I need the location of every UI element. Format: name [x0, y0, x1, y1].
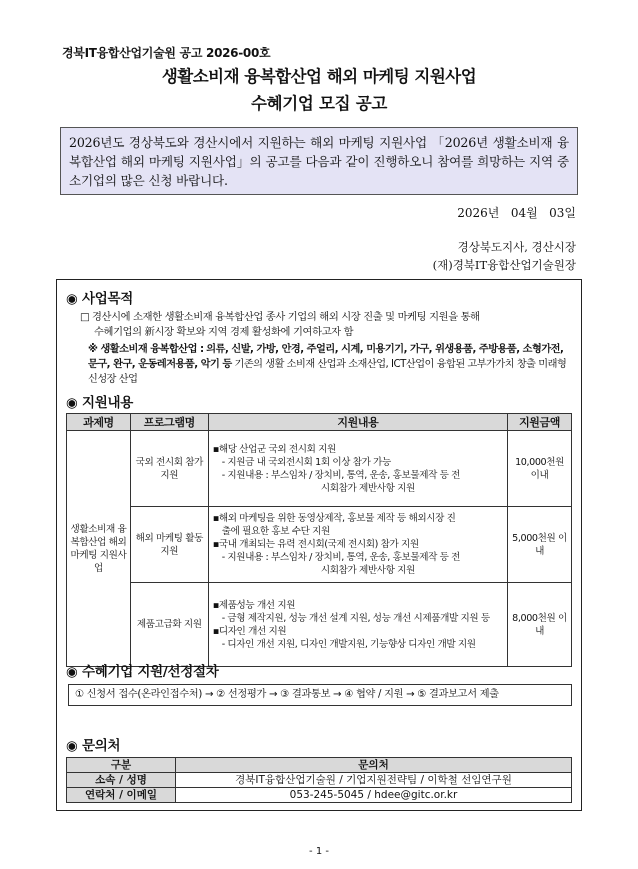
support-content-line: ▪해당 산업군 국외 전시회 지원 [212, 443, 336, 455]
amount-cell: 5,000천원 이내 [508, 507, 572, 583]
support-content-cell [208, 583, 507, 667]
support-content-line: - 금형 제작지원, 성능 개선 설계 지원, 성능 개선 시제품개발 지원 등 [221, 612, 490, 624]
table-row [67, 788, 572, 803]
table-row [67, 431, 572, 507]
notice-number: 경북IT융합산업기술원 공고 2026-00호 [62, 46, 271, 60]
page-title: 생활소비재 융복합산업 해외 마케팅 지원사업 [161, 67, 477, 86]
program-cell: 국외 전시회 참가지원 [130, 431, 208, 507]
section-bullet-icon: ◉ [66, 291, 78, 307]
purpose-line-2: 수혜기업의 新시장 확보와 지역 경제 활성화에 기여하고자 함 [94, 326, 354, 338]
section-contact-title: 문의처 [82, 738, 121, 754]
header-content: 지원내용 [208, 414, 507, 431]
contact-table [66, 757, 572, 803]
section-purpose-title: 사업목적 [82, 291, 133, 307]
support-content-line: ▪국내 개최되는 유력 전시회(국제 전시회) 참가 지원 [212, 539, 419, 550]
section-support-heading [66, 391, 133, 411]
issuer-block [433, 238, 576, 274]
support-content-line: 출에 필요한 홍보 수단 지원 [221, 526, 330, 537]
section-support-title: 지원내용 [82, 395, 133, 411]
purpose-paragraph [80, 310, 570, 340]
contact-affiliation: 경북IT융합산업기술원 / 기업지원전략팀 / 이학철 선임연구원 [176, 773, 572, 788]
section-bullet-icon: ◉ [66, 738, 78, 754]
procedure-flow: ① 신청서 접수(온라인접수처) → ② 선정평가 → ③ 결과통보 → ④ 협약 / 지원 → ⑤ 결과보고서 제출 [68, 684, 572, 706]
support-content-line: - 지원내용 : 부스임차 / 장치비, 통역, 운송, 홍보물제작 등 전 [221, 469, 460, 481]
table-row [67, 773, 572, 788]
program-cell: 해외 마케팅 활동 지원 [130, 507, 208, 583]
support-table [66, 413, 572, 667]
support-table-header [67, 414, 572, 431]
issuer-line-1: 경상북도지사, 경산시장 [457, 240, 576, 254]
contact-phone-email: 053-245-5045 / hdee@gitc.or.kr [176, 788, 572, 803]
table-row [67, 507, 572, 583]
section-purpose-heading [66, 287, 133, 307]
contact-label: 연락처 / 이메일 [67, 788, 176, 803]
amount-cell: 8,000천원 이내 [508, 583, 572, 667]
section-bullet-icon: ◉ [66, 395, 78, 411]
section-contact-heading [66, 734, 120, 754]
header-program: 프로그램명 [130, 414, 208, 431]
purpose-line-1: 경산시에 소재한 생활소비재 융복합산업 종사 기업의 해외 시장 진출 및 마케팅 지원을 통해 [92, 311, 480, 323]
section-procedure-heading [66, 660, 218, 680]
header-amount: 지원금액 [508, 414, 572, 431]
support-content-line: 시회참가 제반사항 지원 [320, 482, 415, 494]
notice-date: 2026년 04월 03일 [457, 206, 576, 220]
contact-header-category: 구분 [67, 758, 176, 773]
checkbox-square-icon: □ [80, 311, 90, 323]
support-content-line: ▪제품성능 개선 지원 [212, 599, 296, 611]
section-procedure-title: 수혜기업 지원/선정절차 [82, 664, 219, 680]
page-subtitle: 수혜기업 모집 공고 [250, 94, 387, 113]
support-content-line: - 디자인 개선 지원, 디자인 개발지원, 기능향상 디자인 개발 지원 [221, 638, 476, 650]
contact-label: 소속 / 성명 [67, 773, 176, 788]
support-content-line: 시회참가 제반사항 지원 [320, 565, 415, 576]
support-content-line: ▪디자인 개선 지원 [212, 625, 287, 637]
contact-header-info: 문의처 [176, 758, 572, 773]
header-project: 과제명 [67, 414, 131, 431]
project-name-cell: 생활소비재 융복합산업 해외마케팅 지원사업 [67, 431, 131, 667]
industry-list: 의류, 신발, 가방, 안경, 주얼리, 시계, 미용기기, 가구, 위생용품, 주방용품, 소형가전, 문구, 완구, 운동레저용품, 악기 등 [88, 344, 564, 370]
intro-box: 2026년도 경상북도와 경산시에서 지원하는 해외 마케팅 지원사업 「2026년 생활소비재 융복합산업 해외 마케팅 지원사업」의 공고를 다음과 같이 진행하오니 참여를 희망하는 지역 중소기업의 많은 신청 바랍니다. [60, 127, 578, 195]
amount-cell: 10,000천원 이내 [508, 431, 572, 507]
page-number: - 1 - [309, 846, 329, 857]
table-row [67, 583, 572, 667]
section-bullet-icon: ◉ [66, 664, 78, 680]
support-content-line: ▪해외 마케팅을 위한 동영상제작, 홍보물 제작 등 해외시장 진 [212, 513, 456, 524]
industry-label: ※ 생활소비재 융복합산업 : [88, 344, 204, 355]
support-content-cell [208, 507, 507, 583]
support-content-cell [208, 431, 507, 507]
support-content-line: - 지원내용 : 부스임차 / 장치비, 통역, 운송, 홍보물제작 등 전 [221, 552, 460, 563]
industry-description: 기존의 생활 소비재 산업과 소재산업, ICT산업이 융합된 고부가가치 창출 미래형 신성장 산업 [88, 359, 567, 385]
program-cell: 제품고급화 지원 [130, 583, 208, 667]
issuer-line-2: (재)경북IT융합산업기술원장 [432, 258, 576, 272]
support-content-line: - 지원금 내 국외전시회 1회 이상 참가 가능 [221, 456, 391, 468]
industry-definition [88, 342, 574, 387]
contact-table-header [67, 758, 572, 773]
